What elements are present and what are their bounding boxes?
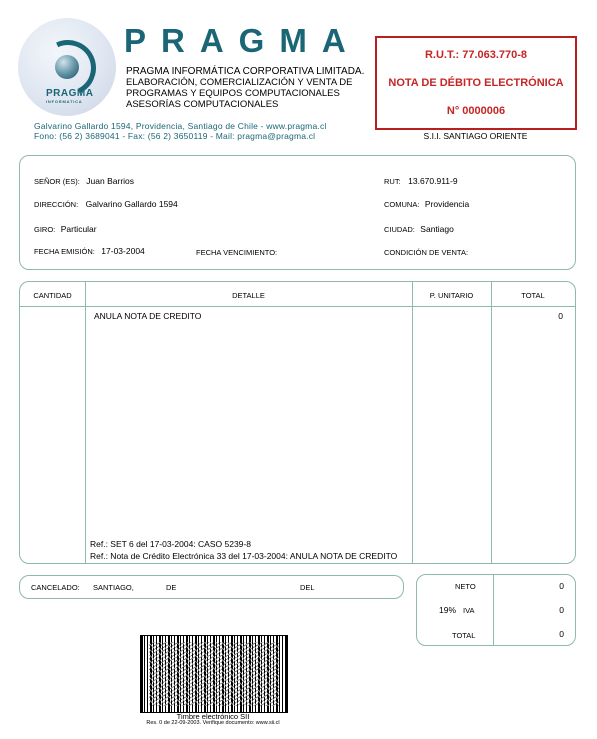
timbre-label: Timbre electrónico SII [176,712,250,721]
comuna-label: COMUNA: [384,200,420,209]
iva-label: IVA [463,606,475,615]
senor-field [34,171,134,189]
ciudad-label: CIUDAD: [384,225,415,234]
resolution-note: Res. 0 de 22-09-2003. Verifique documento: www.sii.cl [146,720,280,726]
giro-value: Particular [60,224,97,234]
direccion-value: Galvarino Gallardo 1594 [85,199,178,209]
address-line: Galvarino Gallardo 1594, Providencia, Santiago de Chile - www.pragma.cl [34,121,327,131]
senor-value: Juan Barrios [86,176,135,186]
reference-line: Ref.: SET 6 del 17-03-2004: CASO 5239-8 [90,539,251,549]
cancelado-city: SANTIAGO, [93,583,134,592]
iva-percent: 19% [439,605,457,615]
column-divider [412,282,413,563]
condicion-venta-label: CONDICIÓN DE VENTA: [384,248,469,257]
totals-box [416,574,576,646]
company-line: ASESORÍAS COMPUTACIONALES [126,99,279,110]
document-type: NOTA DE DÉBITO ELECTRÓNICA [388,77,564,89]
logo-subtext: INFORMATICA [46,99,83,104]
column-header-cantidad: CANTIDAD [33,291,72,300]
neto-value: 0 [559,581,564,591]
detail-table [19,281,576,564]
company-line: PROGRAMAS Y EQUIPOS COMPUTACIONALES [126,88,340,99]
reference-line: Ref.: Nota de Crédito Electrónica 33 del 17-03-2004: ANULA NOTA DE CREDITO [90,551,398,561]
cancelado-de: DE [166,583,177,592]
document-number: N° 0000006 [446,105,506,117]
cancelado-label: CANCELADO: [31,583,80,592]
column-divider [491,282,492,563]
fecha-vencimiento-field [196,242,277,260]
ciudad-value: Santiago [420,224,454,234]
direccion-field [34,194,178,212]
giro-field [34,219,97,237]
column-header-unitario: P. UNITARIO [429,291,474,300]
company-line: ELABORACIÓN, COMERCIALIZACIÓN Y VENTA DE [126,77,353,88]
column-header-detalle: DETALLE [232,291,265,300]
table-row [20,308,575,322]
cancelado-box [19,575,404,599]
fecha-emision-field [34,241,145,259]
ciudad-field [384,219,454,237]
direccion-label: DIRECCIÓN: [34,200,79,209]
total-label: TOTAL [452,631,476,640]
rut-label: RUT: [384,177,401,186]
comuna-field [384,194,469,212]
rut-value: 13.670.911-9 [408,176,458,186]
totals-divider [493,575,494,645]
iva-value: 0 [559,605,564,615]
brand-name: PRAGMA [124,22,361,59]
logo-text: PRAGMA [46,88,94,99]
cancelado-del: DEL [300,583,315,592]
senor-label: SEÑOR (ES): [34,177,80,186]
giro-label: GIRO: [34,225,56,234]
document-id-box [375,36,577,130]
total-value: 0 [559,629,564,639]
company-description [126,66,366,110]
comuna-value: Providencia [424,199,470,209]
condicion-venta-field [384,242,468,260]
sii-office: S.I.I. SANTIAGO ORIENTE [423,131,528,141]
phone-line: Fono: (56 2) 3689041 - Fax: (56 2) 3650119 - Mail: pragma@pragma.cl [34,131,316,141]
column-header-total: TOTAL [521,291,545,300]
neto-label: NETO [455,582,476,591]
fecha-vencimiento-label: FECHA VENCIMIENTO: [196,248,278,257]
logo-sphere-icon [55,55,79,79]
fecha-emision-label: FECHA EMISIÓN: [34,247,95,256]
issuer-rut: R.U.T.: 77.063.770-8 [424,49,528,61]
client-info-box [19,155,576,270]
timbre-barcode [140,635,288,713]
company-address [34,121,326,141]
fecha-emision-value: 17-03-2004 [101,246,145,256]
column-divider [85,282,86,563]
company-line: PRAGMA INFORMÁTICA CORPORATIVA LIMITADA. [126,66,365,77]
row-total: 0 [558,311,563,321]
barcode-pattern [149,642,279,706]
row-detalle: ANULA NOTA DE CREDITO [94,311,202,321]
rut-field [384,171,458,189]
